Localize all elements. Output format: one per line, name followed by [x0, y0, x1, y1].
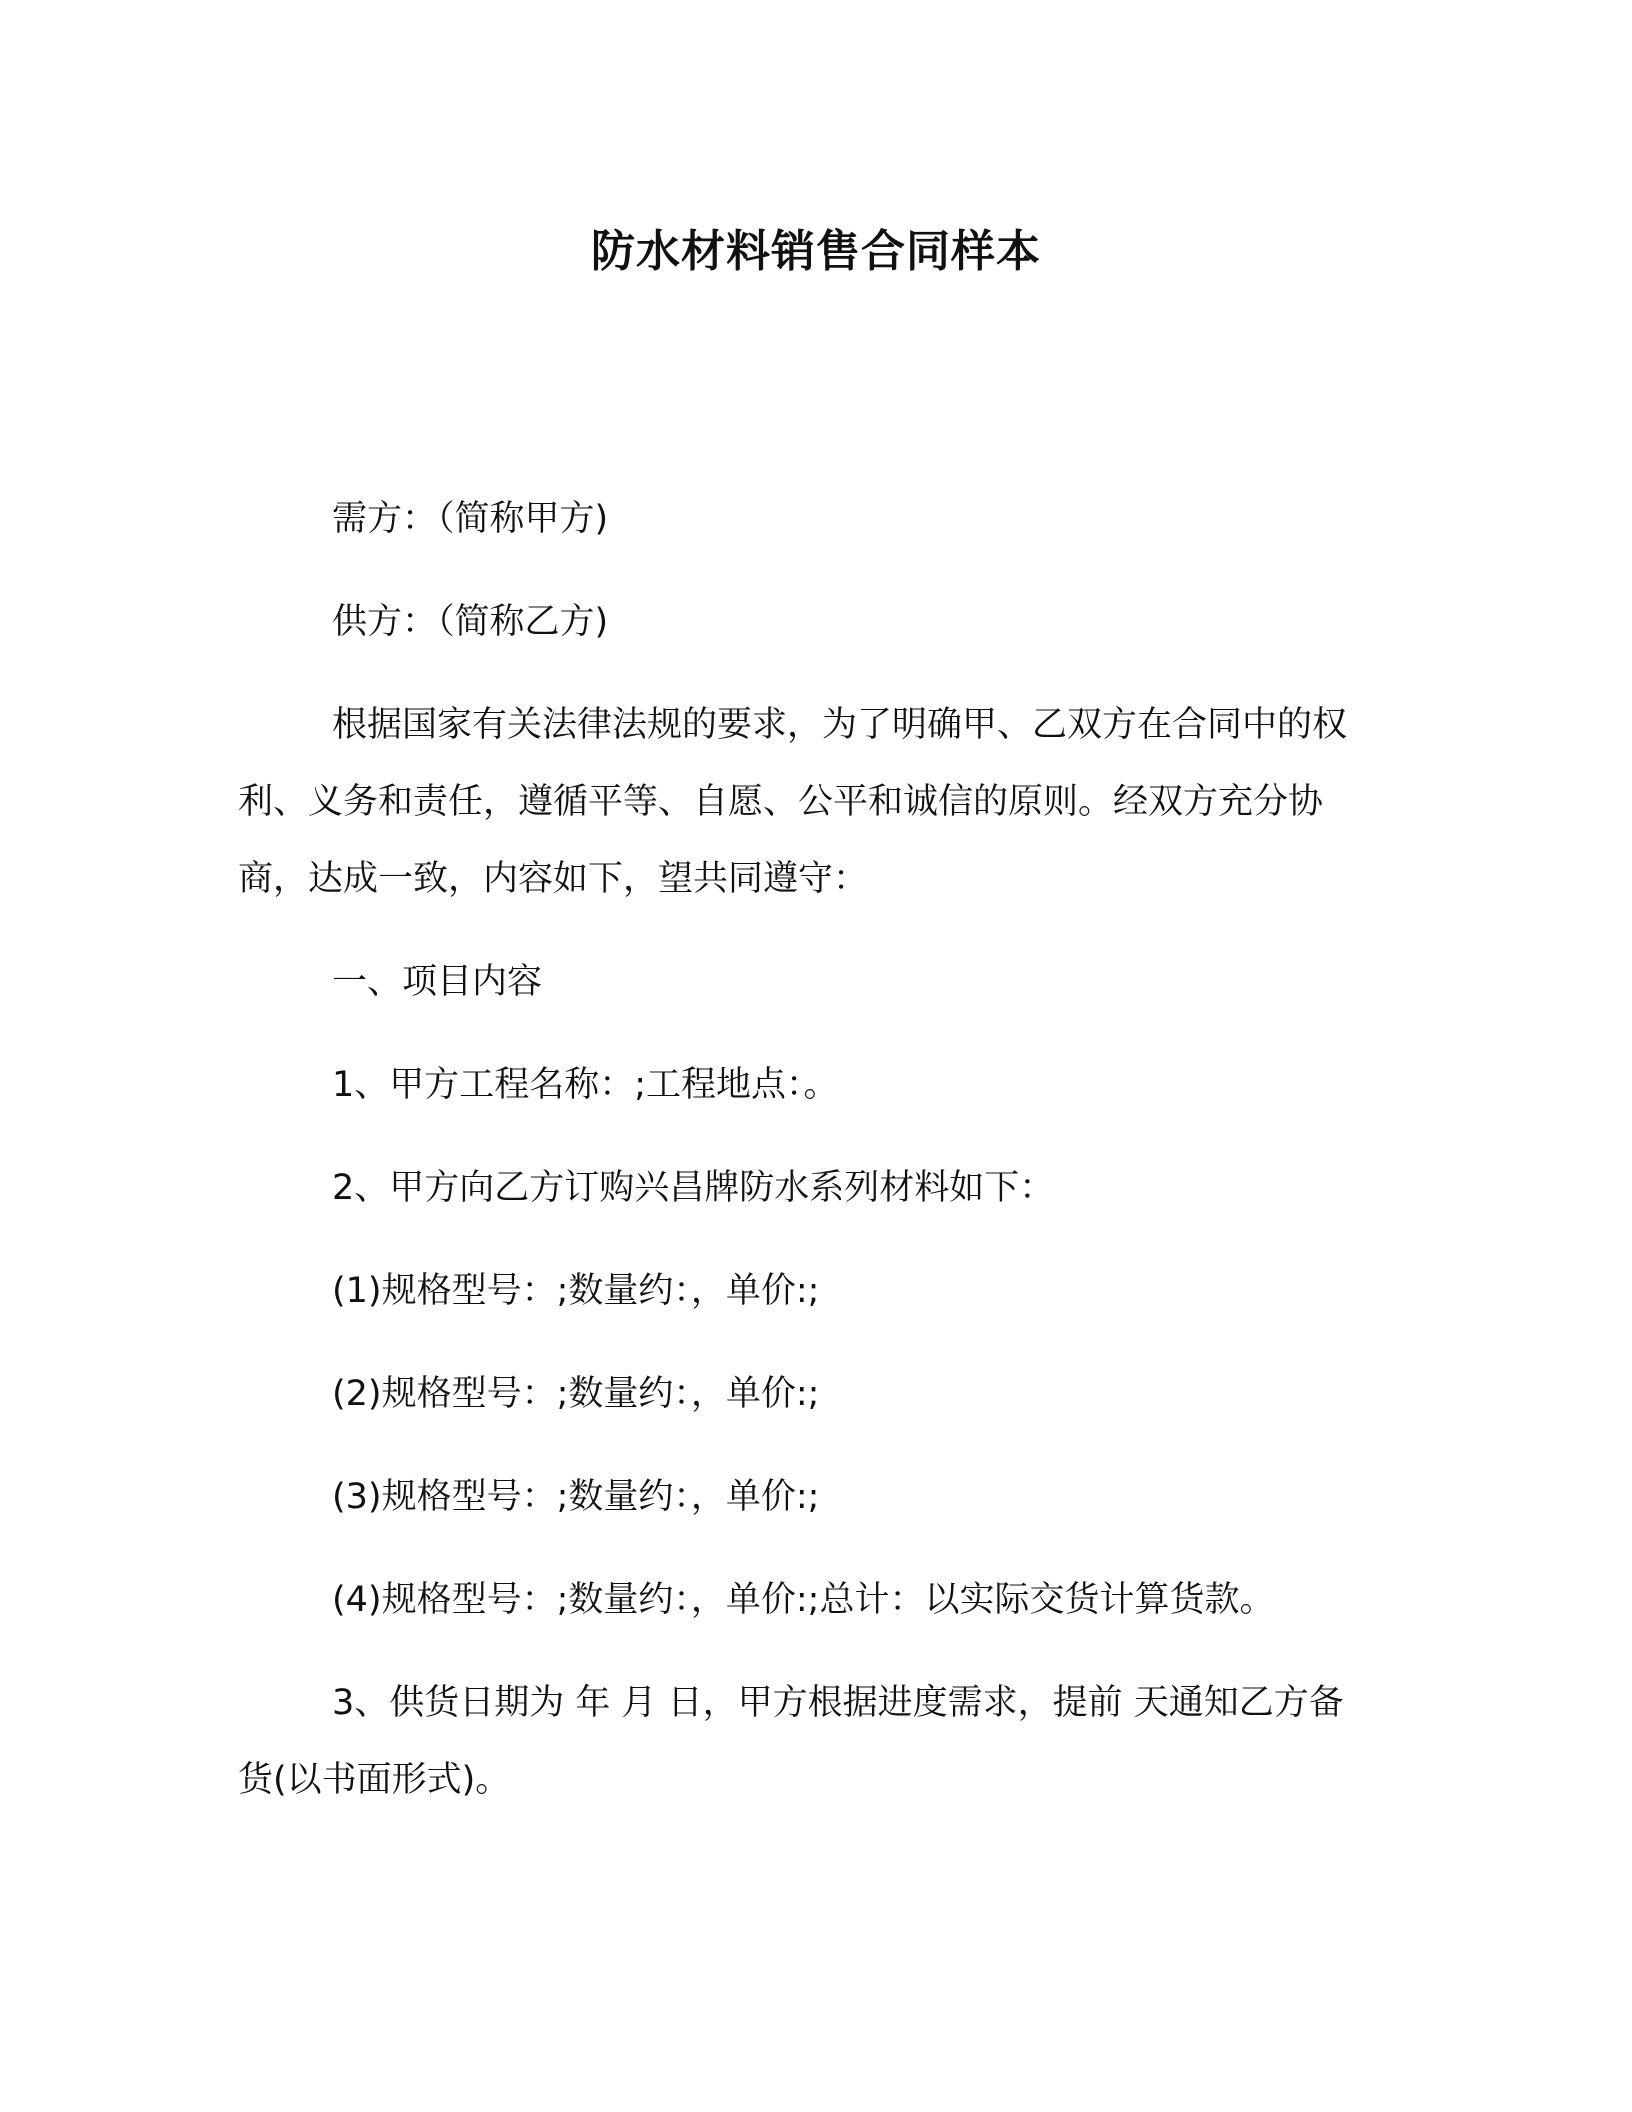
item-1: 1、甲方工程名称：;工程地点：。	[332, 1065, 839, 1105]
spec-line-2: (2)规格型号：;数量约：，单价:;	[332, 1374, 820, 1414]
spec-line-1: (1)规格型号：;数量约：，单价:;	[332, 1271, 820, 1311]
section-heading: 一、项目内容	[332, 962, 543, 1002]
preamble-paragraph: 根据国家有关法律法规的要求，为了明确甲、乙双方在合同中的权利、义务和责任，遵循平等、自愿、公平和诚信的原则。经双方充分协商，达成一致，内容如下，望共同遵守：	[238, 705, 1348, 899]
item-2: 2、甲方向乙方订购兴昌牌防水系列材料如下：	[332, 1168, 1055, 1208]
buyer-line: 需方：（简称甲方)	[332, 499, 609, 539]
seller-line: 供方：（简称乙方)	[332, 602, 609, 642]
spec-line-3: (3)规格型号：;数量约：，单价:;	[332, 1477, 820, 1517]
document-title: 防水材料销售合同样本	[591, 226, 1041, 277]
item-3: 3、供货日期为 年 月 日，甲方根据进度需求，提前 天通知乙方备货(以书面形式)。	[238, 1683, 1344, 1800]
spec-line-4: (4)规格型号：;数量约：，单价:;总计：以实际交货计算货款。	[332, 1580, 1275, 1620]
